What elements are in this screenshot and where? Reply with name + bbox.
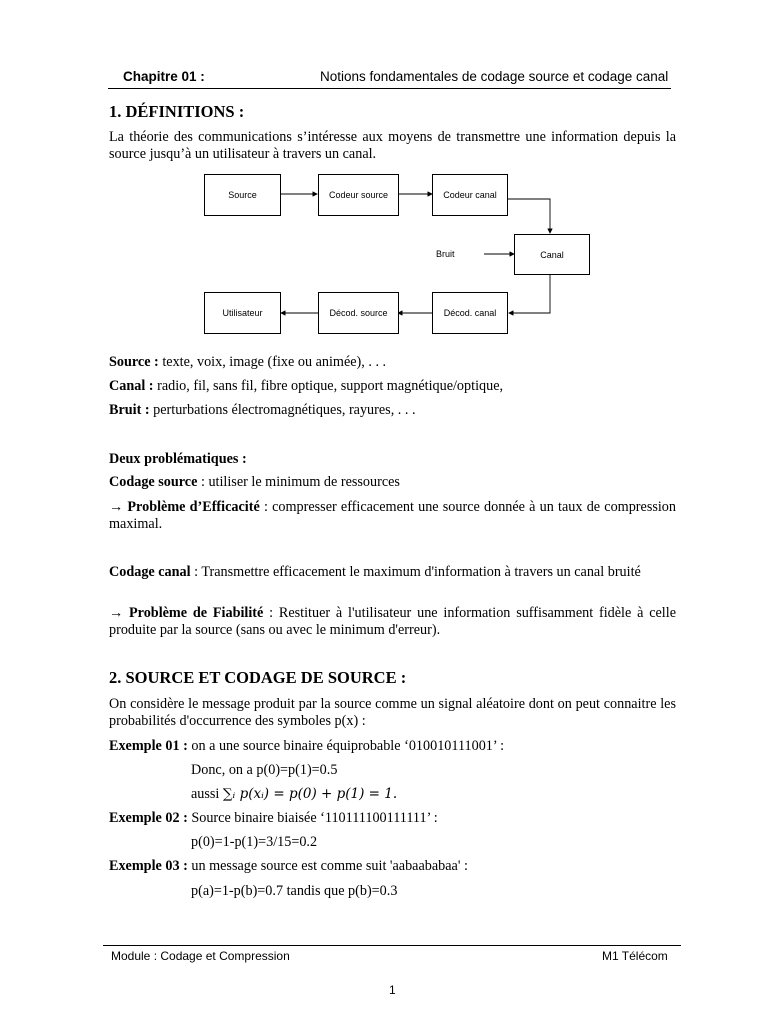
section-2-heading: 2. SOURCE ET CODAGE DE SOURCE : — [109, 668, 407, 687]
example-2-line-1: p(0)=1-p(1)=3/15=0.2 — [191, 834, 318, 850]
example-3-line-1: p(a)=1-p(b)=0.7 tandis que p(b)=0.3 — [191, 883, 398, 899]
sum-formula: ∑ᵢ p(xᵢ) = p(0) + p(1) = 1. — [222, 786, 398, 802]
section-2-intro: On considère le message produit par la source comme un signal aléatoire dont on peut connaitre les probabilités d'occurrence des symboles p(x) : — [109, 696, 676, 729]
block-codeur-source: Codeur source — [318, 174, 399, 216]
example-3: Exemple 03 : un message source est comme suit 'aabaababaa' : — [109, 858, 468, 874]
efficacite-paragraph: → Problème d’Efficacité : compresser efficacement une source donnée à un taux de compression maximal. — [109, 499, 676, 532]
definition-bruit: Bruit : perturbations électromagnétiques, rayures, . . . — [109, 402, 416, 418]
header-title: Notions fondamentales de codage source et codage canal — [320, 69, 669, 84]
block-decod-source: Décod. source — [318, 292, 399, 334]
arrow-codeur-canal-to-canal — [506, 199, 550, 233]
block-utilisateur: Utilisateur — [204, 292, 281, 334]
example-1: Exemple 01 : on a une source binaire équiprobable ‘010010111001’ : — [109, 738, 505, 754]
problems-heading: Deux problématiques : — [109, 451, 247, 467]
block-canal: Canal — [514, 234, 590, 275]
footer-program: M1 Télécom — [602, 949, 668, 963]
page-number: 1 — [389, 983, 396, 997]
example-1-line-2: aussi ∑ᵢ p(xᵢ) = p(0) + p(1) = 1. — [191, 786, 398, 802]
codage-source-line: Codage source : utiliser le minimum de ressources — [109, 474, 400, 490]
example-1-line-1: Donc, on a p(0)=p(1)=0.5 — [191, 762, 338, 778]
header-chapter: Chapitre 01 : — [123, 69, 205, 84]
codage-canal-paragraph: Codage canal : Transmettre efficacement le maximum d'information à travers un canal bruité — [109, 564, 641, 580]
footer-module: Module : Codage et Compression — [111, 949, 290, 963]
block-codeur-canal: Codeur canal — [432, 174, 508, 216]
section-1-heading: 1. DÉFINITIONS : — [109, 102, 245, 121]
block-source: Source — [204, 174, 281, 216]
block-decod-canal: Décod. canal — [432, 292, 508, 334]
definition-canal: Canal : radio, fil, sans fil, fibre optique, support magnétique/optique, — [109, 378, 504, 394]
footer-rule — [103, 945, 681, 946]
fiabilite-paragraph: → Problème de Fiabilité : Restituer à l'utilisateur une information suffisamment fidèle à celle produite par la source (sans ou avec le minimum d'erreur). — [109, 605, 676, 638]
section-1-intro: La théorie des communications s’intéresse aux moyens de transmettre une information depuis la source jusqu’à un utilisateur à travers un canal. — [109, 129, 676, 162]
label-bruit: Bruit — [436, 249, 455, 259]
arrow-canal-to-decod-canal — [509, 274, 550, 313]
definition-source: Source : texte, voix, image (fixe ou animée), . . . — [109, 354, 387, 370]
example-2: Exemple 02 : Source binaire biaisée ‘110111100111111’ : — [109, 810, 438, 826]
